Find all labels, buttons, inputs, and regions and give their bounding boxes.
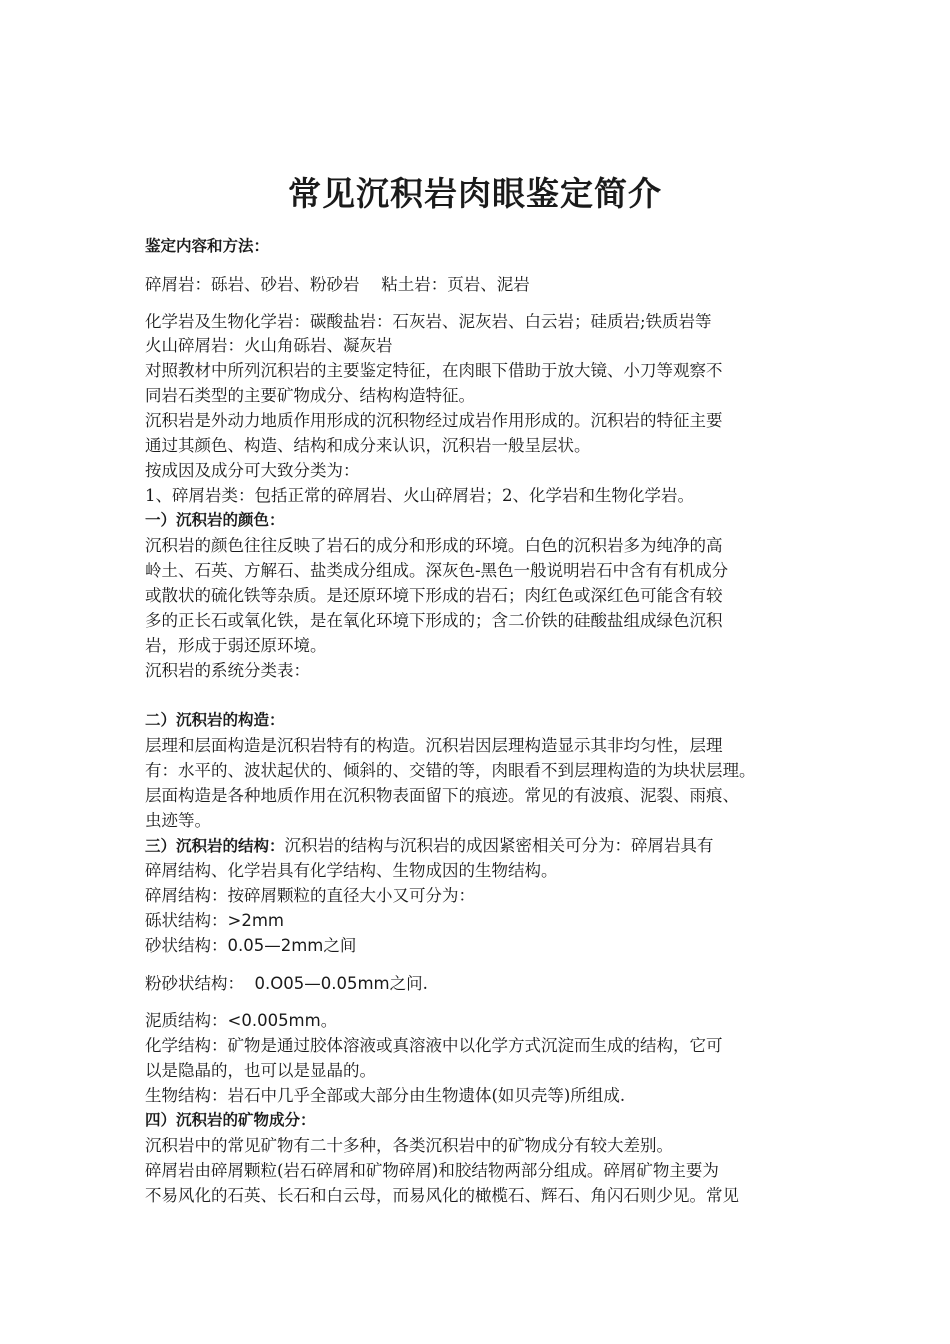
texture-mud [145, 1008, 810, 1033]
text-s2: 有：水平的、波状起伏的、倾斜的、交错的等，肉眼看不到层理构造的为块状层理。 [145, 761, 756, 780]
text-p1a: 对照教材中所列沉积岩的主要鉴定特征，在肉眼下借助于放大镜、小刀等观察不 [145, 361, 723, 380]
gravel-label: 砾状结构： [145, 911, 228, 930]
sand-value: 0.05—2mm [227, 936, 324, 955]
text-t9: 生物结构：岩石中几乎全部或大部分由生物遗体(如贝壳等)所组成. [145, 1086, 626, 1105]
text-c5: 岩，形成于弱还原环境。 [145, 636, 327, 655]
text-s4: 虫迹等。 [145, 811, 211, 830]
text-t2: 碎屑结构、化学岩具有化学结构、生物成因的生物结构。 [145, 861, 558, 880]
heading-method: 鉴定内容和方法： [145, 237, 270, 255]
text-c6: 沉积岩的系统分类表： [145, 661, 310, 680]
texture-silt [145, 971, 810, 996]
silt-label: 粉砂状结构： [145, 974, 244, 993]
text-s3: 层面构造是各种地质作用在沉积物表面留下的痕迹。常见的有波痕、泥裂、雨痕、 [145, 786, 739, 805]
text-m2: 碎屑岩由碎屑颗粒(岩石碎屑和矿物碎屑)和胶结物两部分组成。碎屑矿物主要为 [145, 1161, 719, 1180]
heading-color: 一）沉积岩的颜色： [145, 511, 285, 529]
text-p2b: 通过其颜色、构造、结构和成分来认识，沉积岩一般呈层状。 [145, 436, 591, 455]
texture-sand [145, 933, 810, 958]
sand-tail: 之间 [323, 936, 357, 955]
page-title: 常见沉积岩肉眼鉴定简介 [288, 174, 662, 213]
text-chem: 化学岩及生物化学岩：碳酸盐岩：石灰岩、泥灰岩、白云岩；硅质岩;铁质岩等 [145, 312, 712, 331]
text-p1b: 同岩石类型的主要矿物成分、结构构造特征。 [145, 386, 475, 405]
heading-mineral: 四）沉积岩的矿物成分： [145, 1111, 316, 1129]
text-c1: 沉积岩的颜色往往反映了岩石的成分和形成的环境。白色的沉积岩多为纯净的高 [145, 536, 723, 555]
sand-label: 砂状结构： [145, 936, 228, 955]
texture-gravel [145, 908, 810, 933]
mud-label: 泥质结构： [145, 1011, 228, 1030]
texture-line-1 [145, 833, 810, 859]
text-p2a: 沉积岩是外动力地质作用形成的沉积物经过成岩作用形成的。沉积岩的特征主要 [145, 411, 723, 430]
mud-value: <0.005mm。 [227, 1011, 338, 1030]
silt-tail: 之问. [389, 974, 428, 993]
heading-texture: 三）沉积岩的结构： [145, 837, 285, 855]
text-clastic: 碎屑岩：砾岩、砂岩、粉砂岩 粘土岩：页岩、泥岩 [145, 275, 530, 294]
text-t1: 沉积岩的结构与沉积岩的成因紧密相关可分为：碎屑岩具有 [284, 836, 714, 855]
silt-value: 0.O05—0.05mm [254, 974, 390, 993]
text-p3: 按成因及成分可大致分类为： [145, 461, 360, 480]
gravel-value: >2mm [227, 911, 284, 930]
text-c4: 多的正长石或氧化铁，是在氧化环境下形成的；含二价铁的硅酸盐组成绿色沉积 [145, 611, 723, 630]
heading-structure: 二）沉积岩的构造： [145, 711, 285, 729]
text-c2: 岭土、石英、方解石、盐类成分组成。深灰色-黑色一般说明岩石中含有有机成分 [145, 561, 729, 580]
text-m1: 沉积岩中的常见矿物有二十多种，各类沉积岩中的矿物成分有较大差别。 [145, 1136, 673, 1155]
text-t8a: 化学结构：矿物是通过胶体溶液或真溶液中以化学方式沉淀而生成的结构，它可 [145, 1036, 723, 1055]
text-t3: 碎屑结构：按碎屑颗粒的直径大小又可分为： [145, 886, 475, 905]
text-t8b: 以是隐晶的，也可以是显晶的。 [145, 1061, 376, 1080]
text-m3: 不易风化的石英、长石和白云母，而易风化的橄榄石、辉石、角闪石则少见。常见 [145, 1186, 739, 1205]
text-p4: 1、碎屑岩类：包括正常的碎屑岩、火山碎屑岩；2、化学岩和生物化学岩。 [145, 486, 694, 505]
text-volcanic: 火山碎屑岩：火山角砾岩、凝灰岩 [145, 336, 393, 355]
text-c3: 或散状的硫化铁等杂质。是还原环境下形成的岩石；肉红色或深红色可能含有较 [145, 586, 723, 605]
text-s1: 层理和层面构造是沉积岩特有的构造。沉积岩因层理构造显示其非均匀性，层理 [145, 736, 723, 755]
